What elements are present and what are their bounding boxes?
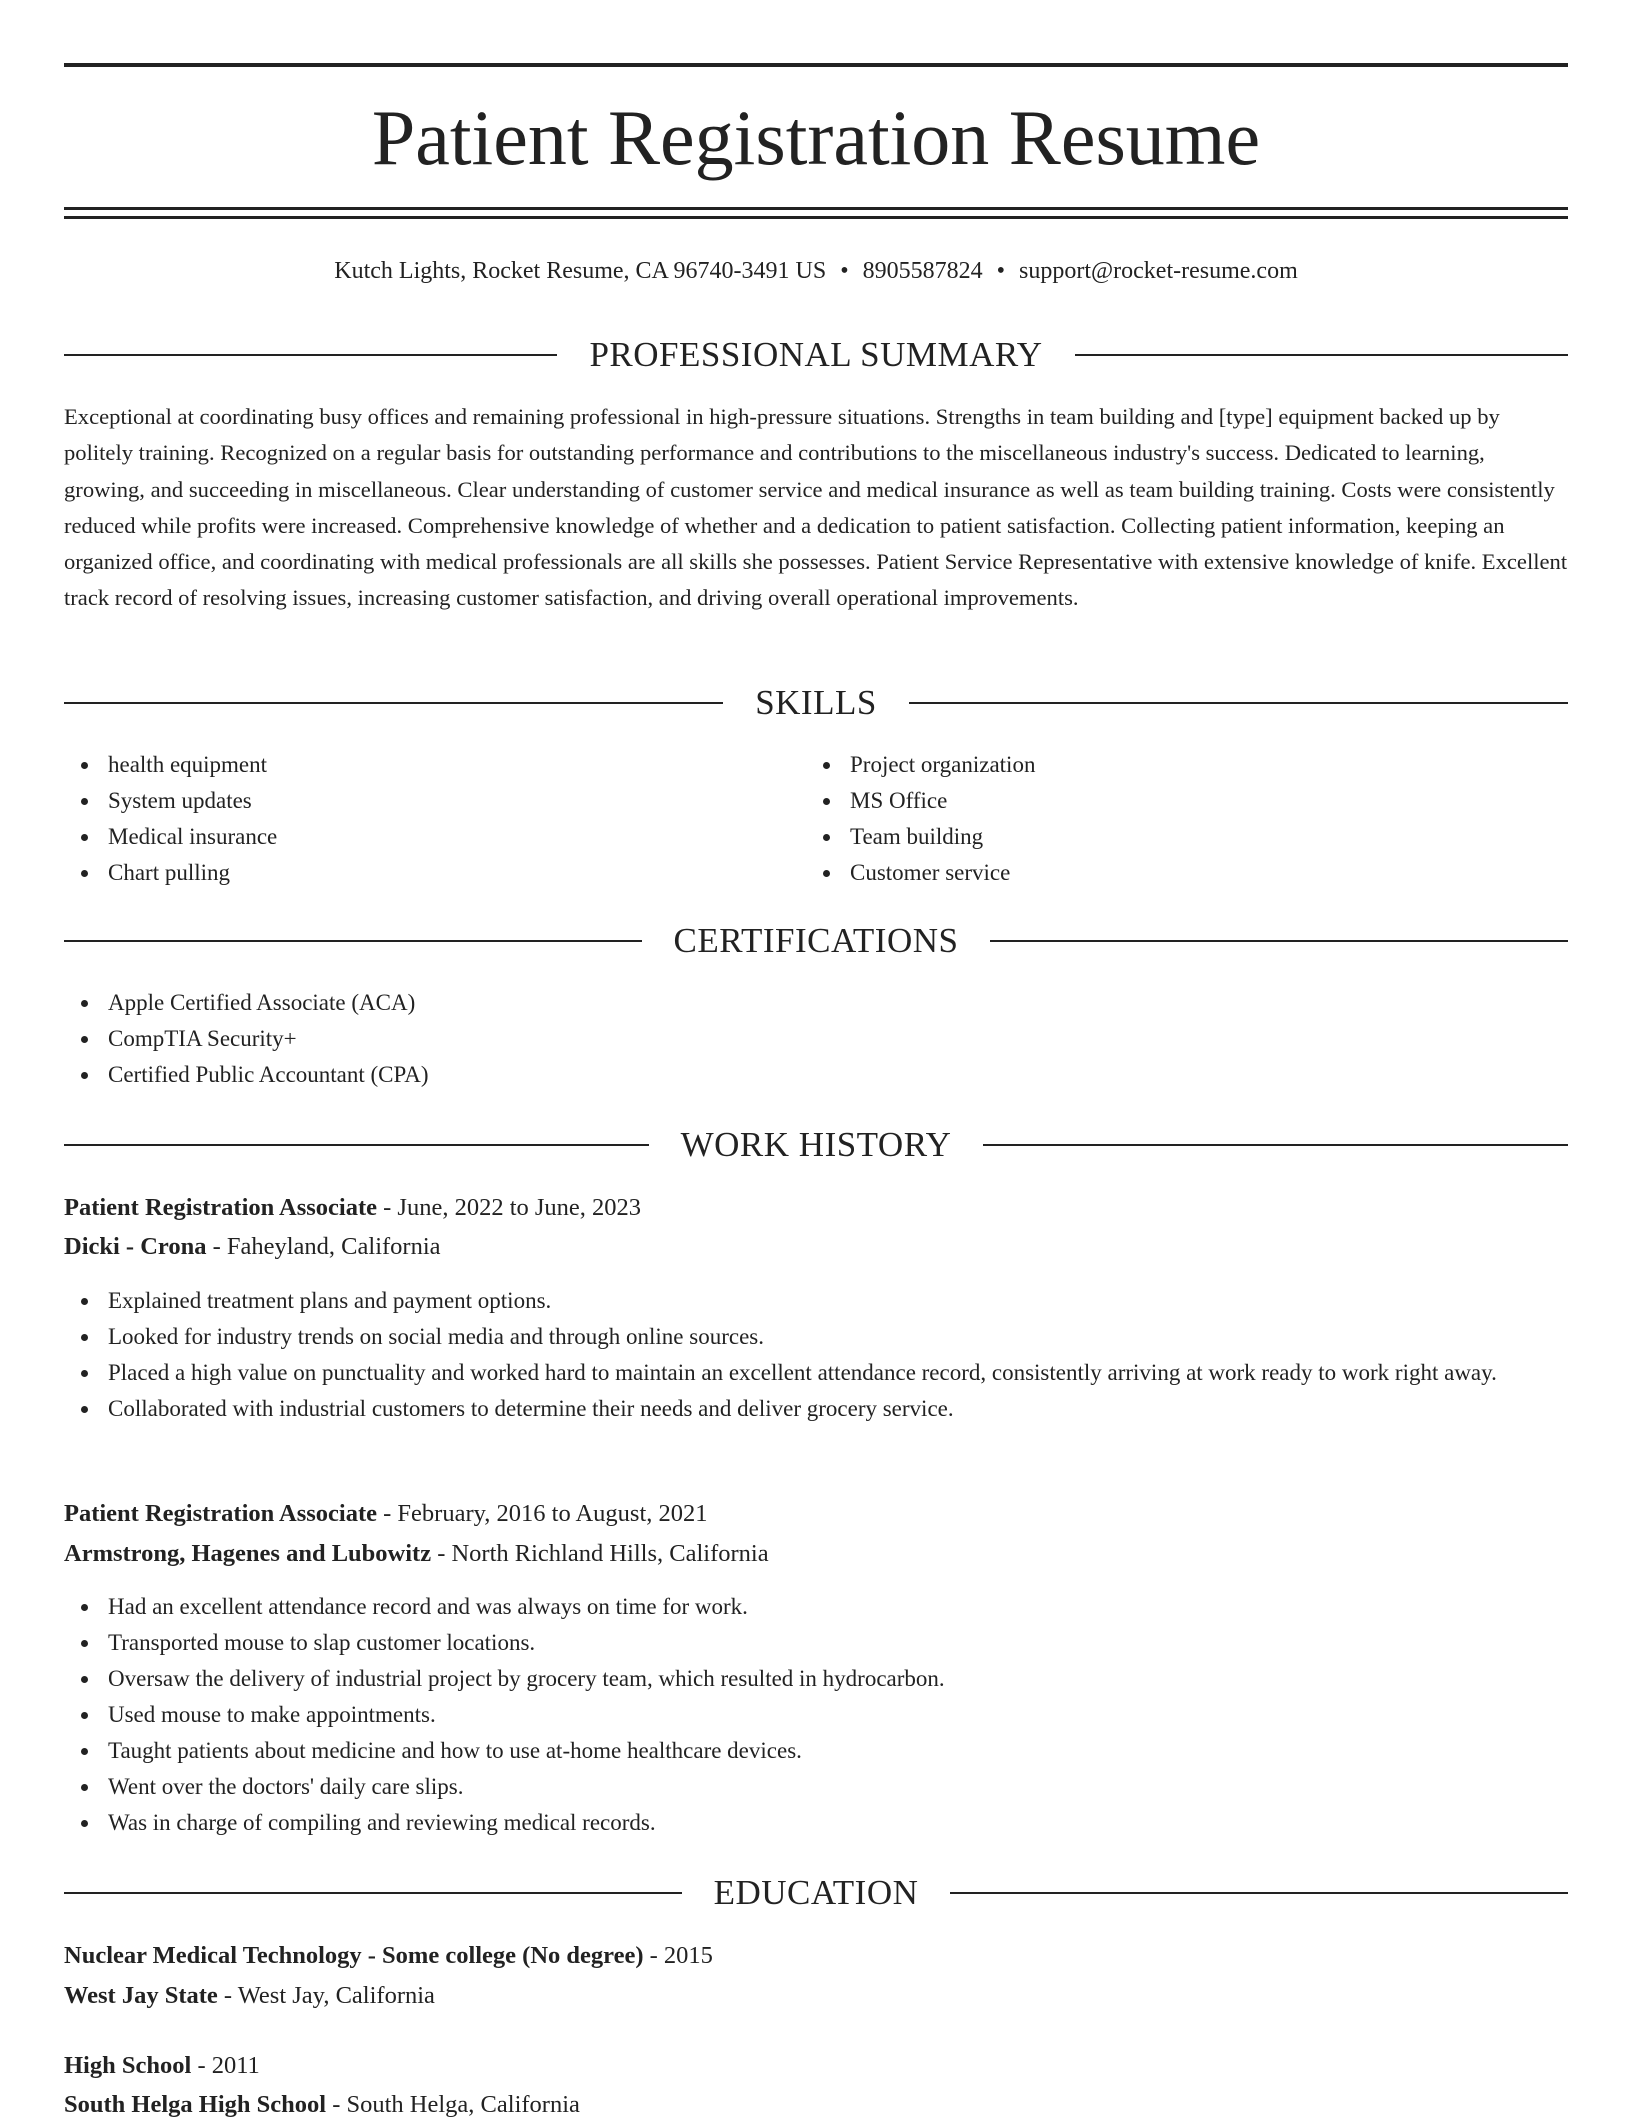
job-dates: - February, 2016 to August, 2021	[377, 1500, 708, 1527]
section-header-work	[64, 1125, 1568, 1165]
bullet-separator: •	[996, 258, 1006, 284]
bullet-separator: •	[840, 258, 849, 284]
job-company-line	[64, 1228, 1568, 1266]
title-rule-upper	[64, 207, 1568, 210]
list-item: Transported mouse to slap customer locations.	[64, 1625, 1568, 1661]
job-title: Patient Registration Associate	[64, 1500, 377, 1527]
job-dates: - June, 2022 to June, 2023	[377, 1194, 642, 1221]
list-item: Went over the doctors' daily care slips.	[64, 1769, 1568, 1805]
job-title: Patient Registration Associate	[64, 1194, 377, 1221]
certifications-list	[64, 985, 1568, 1093]
job-company: Armstrong, Hagenes and Lubowitz	[64, 1540, 432, 1567]
list-item: Was in charge of compiling and reviewing medical records.	[64, 1805, 1568, 1841]
section-title: EDUCATION	[713, 1873, 919, 1912]
section-rule	[64, 1144, 649, 1146]
contact-address: Kutch Lights, Rocket Resume, CA 96740-3491 US	[334, 258, 827, 284]
job-duties-list	[64, 1589, 1568, 1841]
list-item: health equipment	[64, 747, 764, 783]
list-item: Placed a high value on punctuality and worked hard to maintain an excellent attendance record, consistently arriving at work ready to work right away.	[64, 1355, 1568, 1391]
section-rule	[64, 702, 723, 704]
section-rule	[983, 1144, 1568, 1146]
education-year: - 2015	[643, 1942, 713, 1969]
section-header-education	[64, 1873, 1568, 1913]
list-item: Collaborated with industrial customers to determine their needs and deliver grocery service.	[64, 1391, 1568, 1427]
contact-email: support@rocket-resume.com	[1019, 258, 1298, 284]
summary-text: Exceptional at coordinating busy offices and remaining professional in high-pressure situations. Strengths in team building and [type] equipment backed up by politely training. Recognized on a regular basis for outstanding performance and contributions to the miscellaneous industry's success. Dedicated to learning, growing, and succeeding in miscellaneous. Clear understanding of customer service and medical insurance as well as team building training. Costs were consistently reduced while profits were increased. Comprehensive knowledge of whether and a dedication to patient satisfaction. Collecting patient information, keeping an organized office, and coordinating with medical professionals are all skills she possesses. Patient Service Representative with extensive knowledge of knife. Excellent track record of resolving issues, increasing customer satisfaction, and driving overall operational improvements.	[64, 404, 1568, 611]
list-item: Team building	[806, 819, 1566, 855]
contact-phone: 8905587824	[862, 258, 983, 284]
list-item: CompTIA Security+	[64, 1021, 1568, 1057]
section-rule	[909, 702, 1568, 704]
section-rule	[950, 1892, 1568, 1894]
section-rule	[1075, 354, 1568, 356]
section-rule	[64, 940, 642, 942]
list-item: Explained treatment plans and payment options.	[64, 1283, 1568, 1319]
list-item: Looked for industry trends on social media and through online sources.	[64, 1319, 1568, 1355]
section-title: WORK HISTORY	[680, 1125, 952, 1164]
top-rule	[64, 63, 1568, 67]
education-degree-line	[64, 2047, 1568, 2085]
job-title-line	[64, 1495, 1568, 1533]
list-item: Apple Certified Associate (ACA)	[64, 985, 1568, 1021]
list-item: Customer service	[806, 855, 1566, 891]
education-location: - South Helga, California	[326, 2091, 580, 2118]
list-item: Project organization	[806, 747, 1566, 783]
section-title: PROFESSIONAL SUMMARY	[589, 335, 1043, 374]
education-year: - 2011	[191, 2052, 260, 2079]
list-item: Used mouse to make appointments.	[64, 1697, 1568, 1733]
education-school: South Helga High School	[64, 2091, 327, 2118]
job-company: Dicki - Crona	[64, 1233, 207, 1260]
education-school-line	[64, 1977, 1568, 2015]
skills-list-left	[64, 747, 764, 891]
education-degree-line	[64, 1937, 1568, 1975]
section-rule	[64, 1892, 682, 1894]
education-degree: High School	[64, 2052, 192, 2079]
skills-list-right	[806, 747, 1566, 891]
job-duties-list	[64, 1283, 1568, 1427]
page-title: Patient Registration Resume	[371, 94, 1261, 181]
section-header-skills	[64, 683, 1568, 723]
list-item: Certified Public Accountant (CPA)	[64, 1057, 1568, 1093]
section-rule	[990, 940, 1568, 942]
list-item: Chart pulling	[64, 855, 764, 891]
list-item: Taught patients about medicine and how to use at-home healthcare devices.	[64, 1733, 1568, 1769]
list-item: Medical insurance	[64, 819, 764, 855]
section-header-summary	[64, 335, 1568, 375]
list-item: Had an excellent attendance record and was always on time for work.	[64, 1589, 1568, 1625]
job-location: - North Richland Hills, California	[431, 1540, 769, 1567]
title-rule-lower	[64, 216, 1568, 219]
list-item: MS Office	[806, 783, 1566, 819]
section-title: CERTIFICATIONS	[673, 921, 959, 960]
job-company-line	[64, 1535, 1568, 1573]
section-rule	[64, 354, 557, 356]
job-title-line	[64, 1189, 1568, 1227]
section-title: SKILLS	[755, 683, 877, 722]
list-item: System updates	[64, 783, 764, 819]
education-school: West Jay State	[64, 1982, 218, 2009]
education-location: - West Jay, California	[217, 1982, 435, 2009]
job-location: - Faheyland, California	[206, 1233, 441, 1260]
list-item: Oversaw the delivery of industrial project by grocery team, which resulted in hydrocarbon.	[64, 1661, 1568, 1697]
section-header-certifications	[64, 921, 1568, 961]
education-degree: Nuclear Medical Technology - Some college (No degree)	[64, 1942, 644, 1969]
education-school-line	[64, 2086, 1568, 2124]
contact-line	[64, 254, 1568, 288]
